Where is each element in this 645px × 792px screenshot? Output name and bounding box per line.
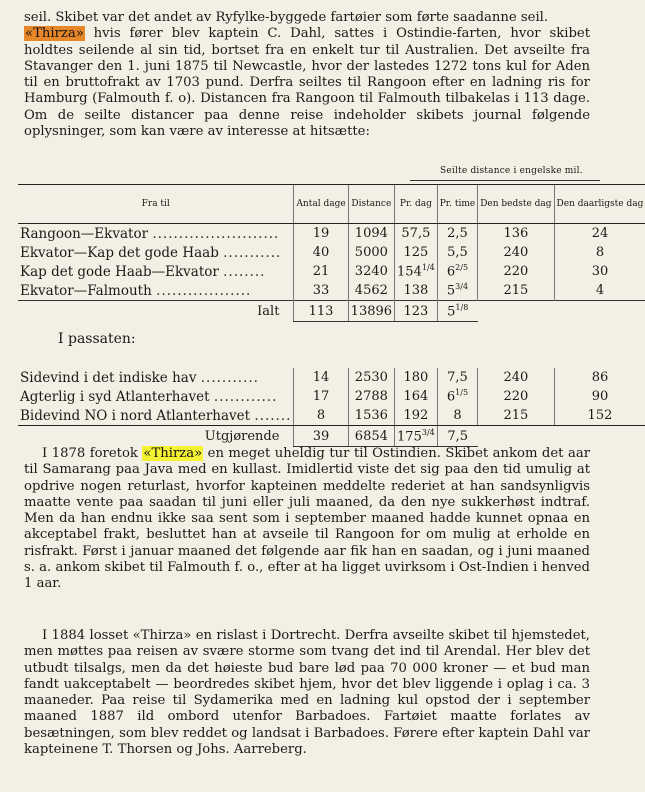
para3-text: I 1884 losset «Thirza» en rislast i Dortrecht. Derfra avseilte skibet til hjemstedet, men møttes paa reisen av svære storme som tvang det ind til Arendal. Her blev det utbudt tilsalgs, men da det høieste bud bare lød paa 70 000 kroner — et bud man fandt uakceptabelt — beordredes skibet hjem, hvor det blev liggende i oplag i ca. 3 maaneder. Paa reise til Sydamerika med en ladning kul opstod der i september maaned 1887 ild ombord utenfor Barbadoes. Fartøiet maatte forlates av besætningen, som blev reddet og landsat i Barbadoes. Førere efter kaptein Dahl var kapteinene T. Thorsen og Johs. Aarreberg.: [24, 628, 590, 758]
table-row: [18, 387, 645, 406]
paragraph-1884: [24, 628, 590, 758]
fraction: 3/4: [455, 282, 469, 292]
route-label: Ekvator—Kap det gode Haab: [20, 244, 219, 261]
worst-day-cell: 152: [554, 406, 645, 426]
leader-dots: ...........: [200, 369, 259, 386]
para2-after: en meget uheldig tur til Ostindien. Skibet ankom det aar til Samarang paa Java med en kullast. Imidlertid viste det sig paa den tid umulig at opdrive nogen returlast, hvorfor kapteinen meddelte rederiet at han sandsynligvis maatte vente paa saadan til juni eller juli maaned, da den nye sukkerhøst indtraf. Men da han endnu ikke saa sent som i september maaned hadde kunnet opnaa en akceptabel frakt, besluttet han at avseile til Rangoon for om mulig at erholde en risfrakt. Først i januar maaned det følgende aar fik han en saadan, og i juni maaned s. a. ankom skibet til Falmouth f. o., efter at ha ligget uvirksom i Ost-Indien i henved 1 aar.: [24, 446, 590, 592]
per-day-cell: 164: [395, 387, 438, 406]
leader-dots: ........................: [152, 225, 280, 242]
total-label: Ialt: [18, 301, 294, 322]
distance-table: [18, 184, 645, 447]
header-days: Antal dage: [294, 185, 348, 224]
distance-cell: 4562: [348, 281, 394, 301]
total-per-hour: 7,5: [437, 426, 477, 447]
total-distance: 6854: [348, 426, 394, 447]
best-day-cell: 220: [478, 387, 554, 406]
fraction: 2/5: [455, 263, 469, 273]
ship-name-highlight: «Thirza»: [25, 26, 84, 42]
per-hour-cell: 7,5: [437, 368, 477, 387]
distance-cell: 2788: [348, 387, 394, 406]
distance-cell: 5000: [348, 243, 394, 262]
table-row: [18, 281, 645, 301]
days-cell: 14: [294, 368, 348, 387]
total-days: 39: [294, 426, 348, 447]
total-per-hour: $5^{1/8}$: [437, 301, 477, 322]
route-label: Kap det gode Haab—Ekvator: [20, 263, 219, 280]
total-row: [18, 301, 645, 322]
subheading-row: [18, 322, 645, 357]
intro-rest: hvis fører blev kaptein C. Dahl, sattes i Ostindie-farten, hvor skibet holdtes seilende al sin tid, bortset fra en enkelt tur til Australien. Det avseilte fra Stavanger den 1. juni 1875 til Newcastle, hvor der lastedes 1272 tons kul for Aden til en bruttofrakt av 1703 pund. Derfra seiltes til Rangoon efter en ladning ris for Hamburg (Falmouth f. o). Distancen fra Rangoon til Falmouth tilbakelas i 113 dage. Om de seilte distancer paa denne reise indeholder skibets journal følgende oplysninger, som kan være av interesse at hitsætte:: [24, 26, 590, 140]
route-label: Bidevind NO i nord Atlanterhavet: [20, 407, 251, 424]
per-hour-cell: 8: [437, 406, 477, 426]
days-cell: 8: [294, 406, 348, 426]
best-day-cell: 240: [478, 243, 554, 262]
fraction: 1/5: [455, 388, 469, 398]
leader-dots: .......: [254, 407, 292, 424]
distance-cell: 2530: [348, 368, 394, 387]
best-day-cell: 240: [478, 368, 554, 387]
days-cell: 33: [294, 281, 348, 301]
days-cell: 21: [294, 262, 348, 281]
per-hour-cell: $6^{2/5}$: [437, 262, 477, 281]
subheading-passaten: I passaten:: [58, 331, 136, 347]
per-day-cell: 138: [395, 281, 438, 301]
header-per-hour: Pr. time: [437, 185, 477, 224]
worst-day-cell: 90: [554, 387, 645, 406]
per-day-cell: 57,5: [395, 224, 438, 244]
per-hour-cell: $5^{3/4}$: [437, 281, 477, 301]
best-day-cell: 215: [478, 406, 554, 426]
table-note-rule: [410, 180, 600, 181]
header-worst-day: Den daarligste dag: [554, 185, 645, 224]
per-day-cell: 192: [395, 406, 438, 426]
per-hour-cell: $6^{1/5}$: [437, 387, 477, 406]
table-header-row: [18, 185, 645, 224]
table-row: [18, 243, 645, 262]
per-hour-cell: 5,5: [437, 243, 477, 262]
leader-dots: ..................: [156, 282, 252, 299]
total-distance: 13896: [348, 301, 394, 322]
fraction: 3/4: [421, 427, 435, 437]
distance-cell: 1536: [348, 406, 394, 426]
worst-day-cell: 30: [554, 262, 645, 281]
leader-dots: ........: [223, 263, 266, 280]
header-per-day: Pr. dag: [395, 185, 438, 224]
para2-before: I 1878 foretok: [42, 446, 143, 461]
total-per-day: 123: [395, 301, 438, 322]
route-label: Sidevind i det indiske hav: [20, 369, 197, 386]
per-day-cell: 180: [395, 368, 438, 387]
days-cell: 17: [294, 387, 348, 406]
leader-dots: ............: [213, 388, 278, 405]
total-label: Utgjørende: [18, 426, 294, 447]
intro-paragraph: [24, 10, 590, 140]
best-day-cell: 220: [478, 262, 554, 281]
header-distance: Distance: [348, 185, 394, 224]
worst-day-cell: 86: [554, 368, 645, 387]
days-cell: 40: [294, 243, 348, 262]
table-row: [18, 262, 645, 281]
best-day-cell: 136: [478, 224, 554, 244]
table-row: [18, 224, 645, 244]
table-row: [18, 406, 645, 426]
leader-dots: ...........: [223, 244, 282, 261]
worst-day-cell: 8: [554, 243, 645, 262]
fraction: 1/8: [455, 302, 469, 312]
per-day-cell: $154^{1/4}$: [395, 262, 438, 281]
best-day-cell: 215: [478, 281, 554, 301]
fraction: 1/4: [421, 263, 435, 273]
per-hour-cell: 2,5: [437, 224, 477, 244]
route-label: Ekvator—Falmouth: [20, 282, 152, 299]
table-row: [18, 368, 645, 387]
total-row: [18, 426, 645, 447]
header-route: Fra til: [18, 185, 294, 224]
route-label: Rangoon—Ekvator: [20, 225, 149, 242]
intro-line1: seil. Skibet var det andet av Ryfylke-byggede fartøier som førte saadanne seil.: [24, 10, 549, 25]
route-label: Agterlig i syd Atlanterhavet: [20, 388, 210, 405]
paragraph-1878: [24, 446, 590, 593]
days-cell: 19: [294, 224, 348, 244]
table-note: Seilte distance i engelske mil.: [440, 166, 583, 176]
header-best-day: Den bedste dag: [478, 185, 554, 224]
per-day-cell: 125: [395, 243, 438, 262]
distance-cell: 1094: [348, 224, 394, 244]
worst-day-cell: 24: [554, 224, 645, 244]
total-per-day: $175^{3/4}$: [395, 426, 438, 447]
worst-day-cell: 4: [554, 281, 645, 301]
total-days: 113: [294, 301, 348, 322]
ship-name-highlight: «Thirza»: [143, 446, 203, 461]
distance-cell: 3240: [348, 262, 394, 281]
